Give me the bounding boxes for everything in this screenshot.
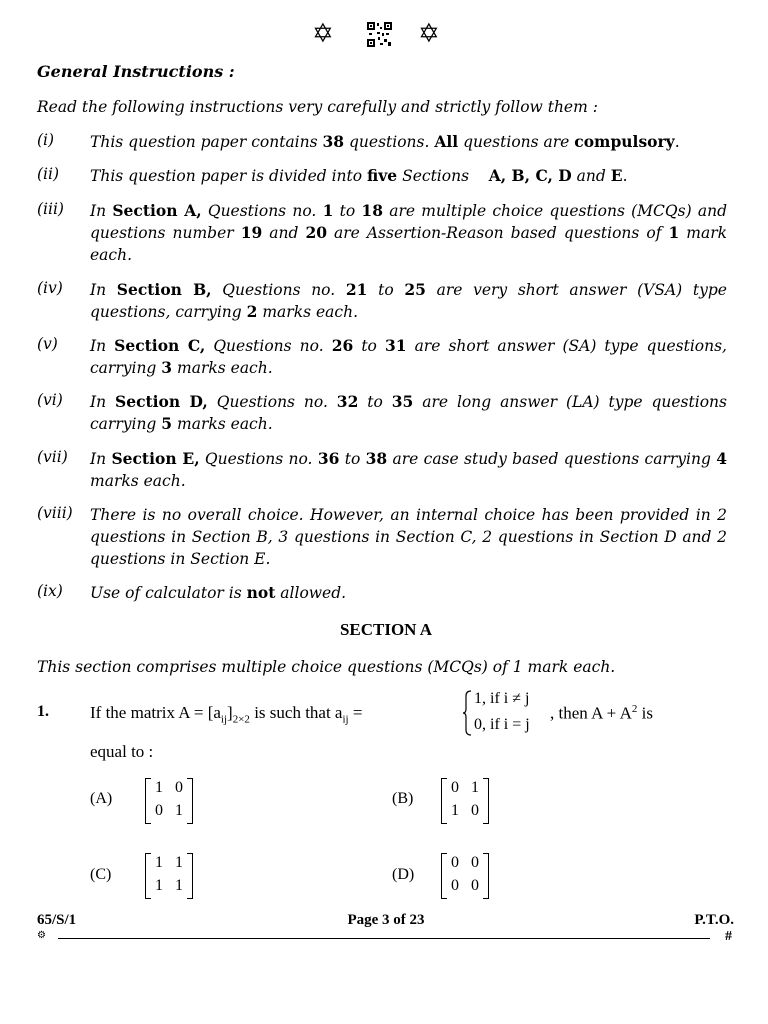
section-intro: This section comprises multiple choice questions (MCQs) of 1 mark each.	[37, 658, 616, 676]
general-instructions-intro: Read the following instructions very carefully and strictly follow them :	[37, 98, 598, 116]
question-text-line2: equal to :	[90, 742, 154, 761]
option-d-label: (D)	[392, 866, 415, 883]
instruction-viii: There is no overall choice. However, an internal choice has been provided in 2 questions in Section B, 3 questions in Section C, 2 questions in Section D and 2 questions in Section E.	[90, 506, 727, 568]
general-instructions-title: General Instructions :	[37, 62, 235, 81]
paper-code: 65/S/1	[37, 912, 77, 928]
option-a-label: (A)	[90, 790, 113, 807]
piecewise-brace-icon	[462, 690, 472, 736]
question-text-cont: , then $A + A^2$ is	[550, 703, 653, 723]
instruction-i: This question paper contains 38 questions. All questions are compulsory.	[90, 132, 680, 151]
footer-hash-icon: #	[725, 929, 732, 944]
option-b-matrix[interactable]: 0 1 1 0	[441, 778, 489, 822]
instruction-number: (vi)	[37, 391, 63, 409]
instruction-iii: In Section A, Questions no. 1 to 18 are multiple choice questions (MCQs) and questions number 19 and 20 are Assertion-Reason based questions of 1 mark each.	[90, 201, 728, 264]
option-d-matrix[interactable]: 0 0 0 0	[441, 853, 489, 897]
instruction-ix: Use of calculator is not allowed.	[90, 583, 347, 602]
instruction-number: (viii)	[37, 504, 73, 522]
header-left-star-icon: ✡	[312, 19, 334, 49]
footer-left-mark-icon: ⚙	[37, 930, 46, 941]
option-a-matrix[interactable]: 1 0 0 1	[145, 778, 193, 822]
instruction-number: (i)	[37, 131, 55, 149]
piecewise-case-1: 1, if i ≠ j	[474, 690, 530, 707]
qr-code-icon	[366, 21, 393, 48]
instruction-v: In Section C, Questions no. 26 to 31 are short answer (SA) type questions, carrying 3 marks each.	[90, 336, 727, 377]
pto-label: P.T.O.	[694, 912, 734, 928]
piecewise-case-2: 0, if i = j	[474, 716, 530, 733]
question-text: If the matrix $A = [a_{ij}]_{2\times 2}$ is such that $a_{ij}$ =	[90, 703, 363, 726]
option-c-label: (C)	[90, 866, 112, 883]
page-number: Page 3 of 23	[347, 912, 425, 928]
option-c-matrix[interactable]: 1 1 1 1	[145, 853, 193, 897]
instruction-number: (ii)	[37, 165, 60, 183]
option-b-label: (B)	[392, 790, 414, 807]
instruction-vii: In Section E, Questions no. 36 to 38 are case study based questions carrying 4 marks each.	[90, 449, 727, 490]
instruction-number: (v)	[37, 335, 58, 353]
instruction-number: (vii)	[37, 448, 68, 466]
instruction-iv: In Section B, Questions no. 21 to 25 are very short answer (VSA) type questions, carrying 2 marks each.	[90, 280, 727, 321]
footer-rule	[58, 938, 710, 939]
instruction-ii: This question paper is divided into five Sections A, B, C, D and E.	[90, 166, 628, 185]
header-right-star-icon: ✡	[418, 19, 440, 49]
question-number: 1.	[37, 703, 49, 720]
instruction-number: (ix)	[37, 582, 63, 600]
instruction-number: (iii)	[37, 200, 64, 218]
instruction-number: (iv)	[37, 279, 63, 297]
instruction-vi: In Section D, Questions no. 32 to 35 are long answer (LA) type questions carrying 5 marks each.	[90, 392, 727, 433]
section-title: SECTION A	[339, 620, 433, 639]
